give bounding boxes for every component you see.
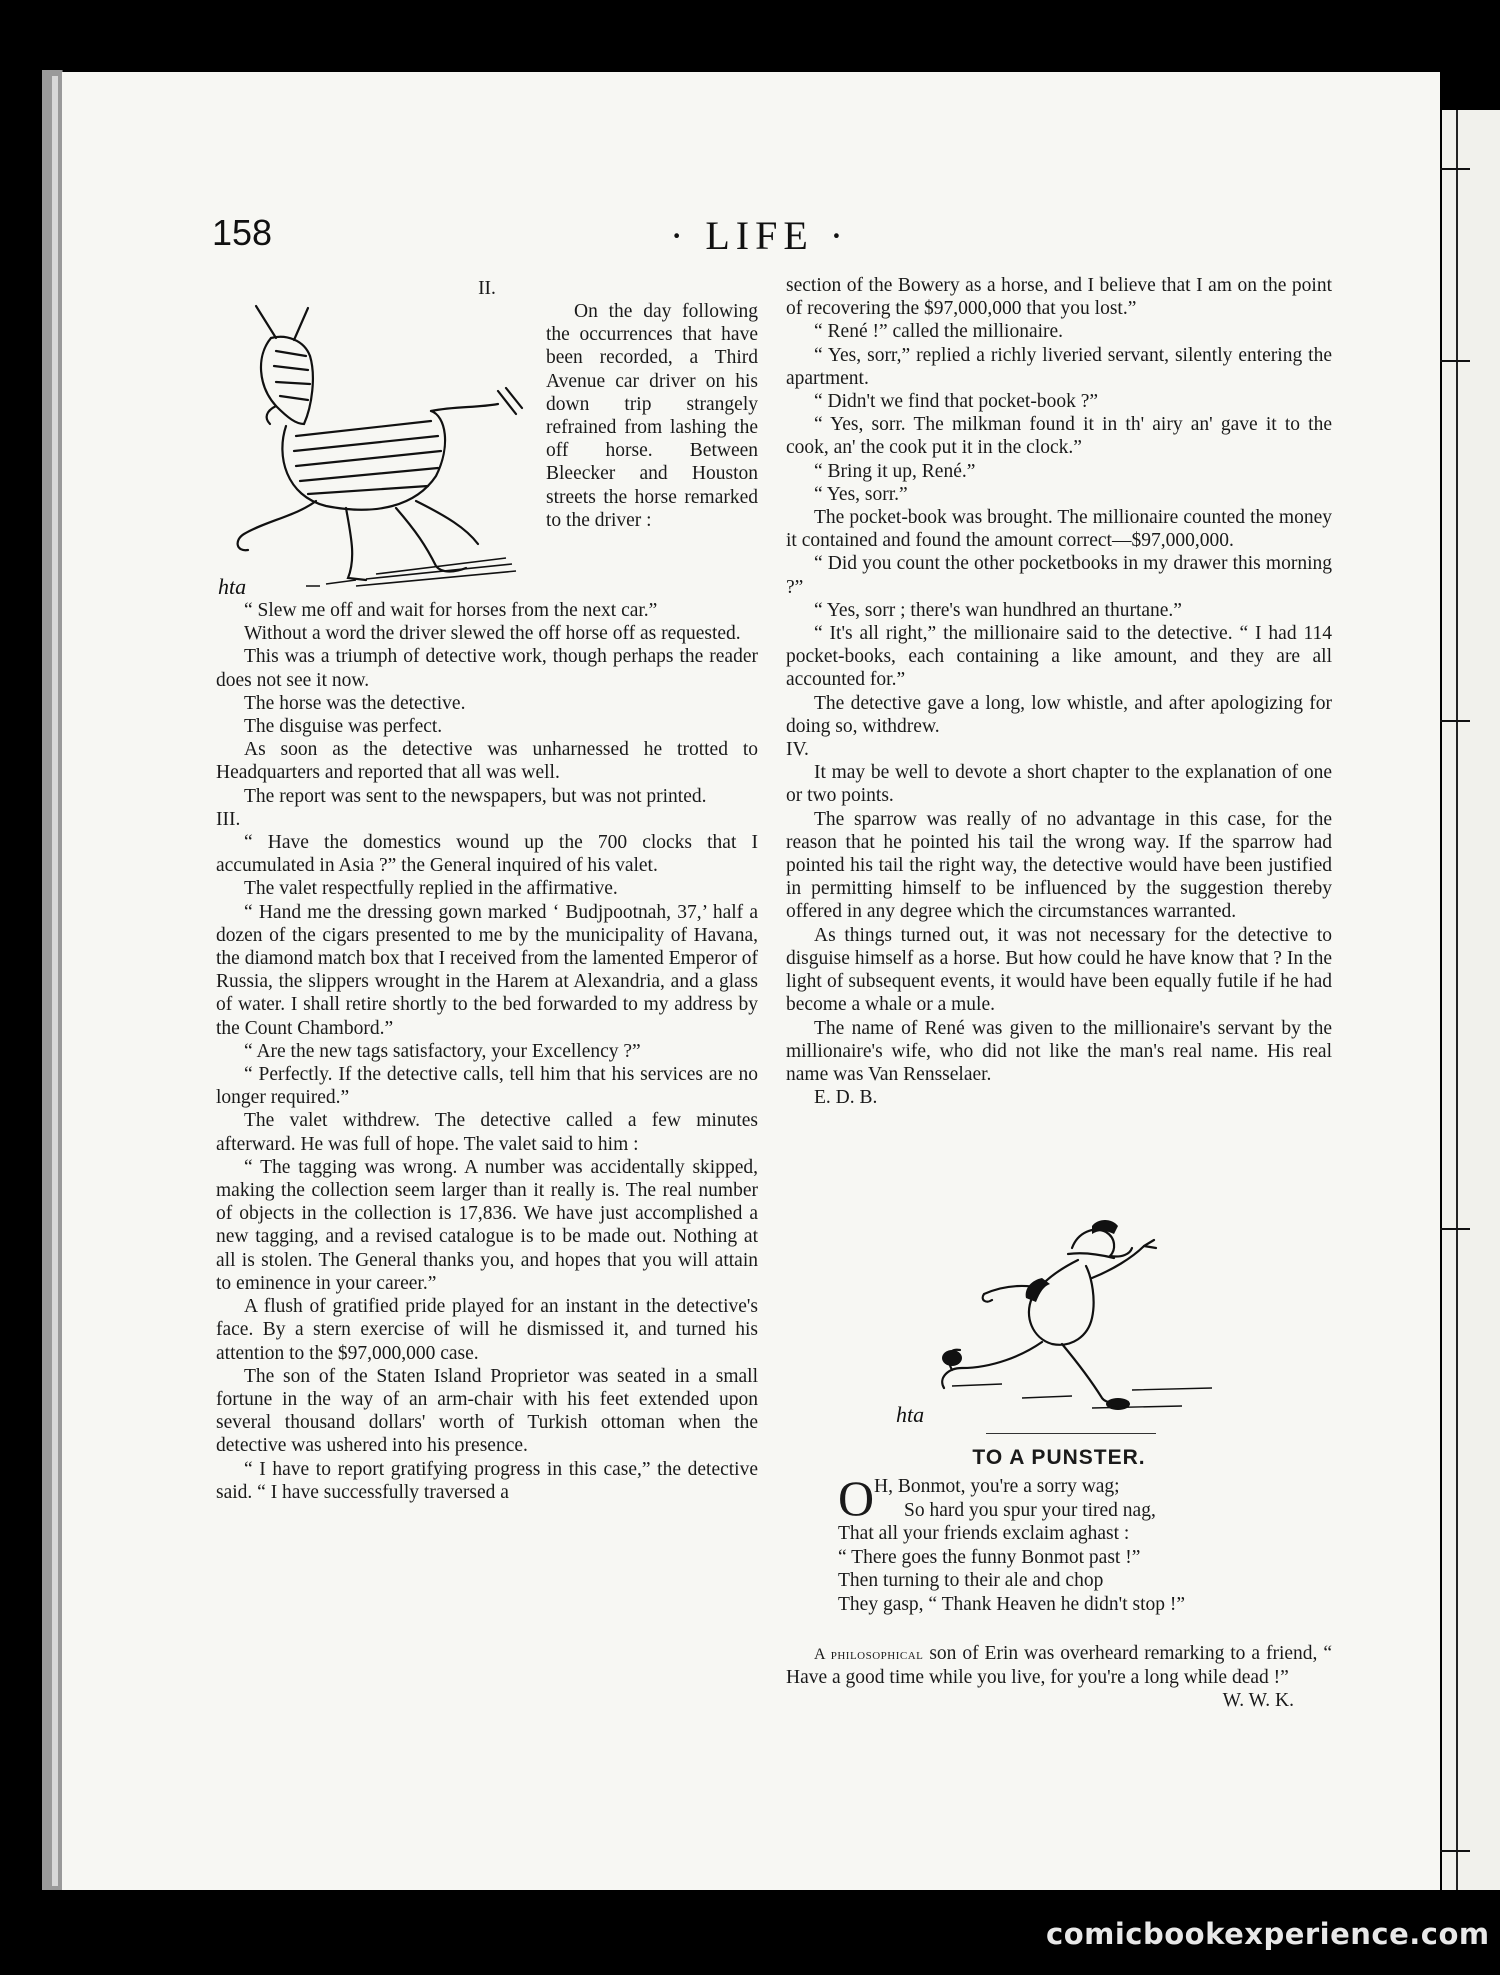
paragraph: section of the Bowery as a horse, and I believe that I am on the point of recovering the $97,000,000 that you lost.” (786, 275, 1332, 320)
paragraph: A flush of gratified pride played for an instant in the detective's face. By a stern exercise of will he dismissed it, and turned his attention to the $97,000,000 case. (216, 1296, 758, 1364)
paragraph: “ Slew me off and wait for horses from the next car.” (244, 600, 658, 621)
horse-illustration (216, 296, 542, 598)
paragraph: The son of the Staten Island Proprietor was seated in a small fortune in the way of an arm-chair with his feet extended upon several thousand dollars' worth of Turkish ottoman when the detective was ushered into his presence. (216, 1365, 758, 1457)
left-column (216, 599, 758, 1504)
paragraph: As soon as the detective was unharnessed he trotted to Headquarters and reported that all was well. (216, 739, 758, 784)
section-heading-4: IV. (786, 739, 809, 761)
poem-line: “ There goes the funny Bonmot past !” (838, 1546, 1141, 1568)
intro-paragraph (546, 300, 758, 532)
svg-text:hta: hta (896, 1402, 925, 1426)
page-number: 158 (212, 212, 273, 253)
poem-line: Then turning to their ale and chop (838, 1570, 1104, 1591)
signature-wwk: W. W. K. (1222, 1690, 1294, 1712)
page-tick (1440, 1850, 1470, 1852)
paragraph: “ Hand me the dressing gown marked ‘ Budjpootnah, 37,’ half a dozen of the cigars presented to me by the municipality of Havana, the diamond match box that I received from the lamented Emperor of Russia, the slippers wrought in the Harem at Alexandria, and a glass of water. I shall retire shortly to the bed forwarded to my address by the Count Chambord.” (216, 901, 759, 1039)
page-tick (1440, 1228, 1470, 1230)
paragraph: It may be well to devote a short chapter to the explanation of one or two points. (786, 762, 1332, 807)
paragraph: The report was sent to the newspapers, but was not printed. (244, 785, 707, 807)
paragraph: The sparrow was really of no advantage in this case, for the reason that he pointed his tail the wrong way. If the sparrow had pointed his tail the right way, the detective would have been justified in permitting himself to be influenced by the suggestion thereby offered in any degree which the circumstances warranted. (786, 808, 1332, 923)
paragraph: Without a word the driver slewed the off horse off as requested. (244, 623, 741, 645)
paragraph: As things turned out, it was not necessary for the detective to disguise himself as a horse. But how could he have know that ? In the light of subsequent events, it would have been equally futile if he had become a whale or a mule. (786, 924, 1332, 1016)
watermark: comicbookexperience.com (1046, 1917, 1490, 1951)
paragraph: The disguise was perfect. (244, 716, 443, 738)
paragraph: The pocket-book was brought. The millionaire counted the money it contained and found the amount correct—$97,000,000. (786, 507, 1332, 552)
right-column (786, 274, 1332, 1109)
section-heading-3: III. (216, 808, 241, 830)
erin-anecdote (786, 1642, 1332, 1713)
paragraph: “ Did you count the other pocketbooks in my drawer this morning ?” (786, 553, 1332, 598)
paragraph: “ It's all right,” the millionaire said to the detective. “ I had 114 pocket-books, each containing a like amount, and they are all accounted for.” (786, 623, 1332, 691)
binding-edge-highlight (52, 76, 58, 1886)
paragraph: The detective gave a long, low whistle, and after apologizing for doing so, withdrew. (786, 692, 1332, 737)
paragraph: The valet withdrew. The detective called a few minutes afterward. He was full of hope. The valet said to him : (216, 1110, 758, 1155)
anecdote-lead: A philosophical (814, 1646, 924, 1663)
paragraph: “ Yes, sorr. The milkman found it in th' airy an' gave it to the cook, an' the cook put it in the clock.” (786, 414, 1332, 459)
poem-rule (986, 1433, 1156, 1434)
paragraph: “ I have to report gratifying progress in this case,” the detective said. “ I have successfully traversed a (216, 1458, 758, 1503)
paragraph: This was a triumph of detective work, though perhaps the reader does not see it now. (216, 646, 758, 691)
page-tick (1440, 720, 1470, 722)
poem-title: TO A PUNSTER. (972, 1446, 1146, 1469)
paragraph: “ Yes, sorr,” replied a richly liveried servant, silently entering the apartment. (786, 344, 1332, 389)
paragraph: The name of René was given to the millionaire's servant by the millionaire's wife, who did not like the man's real name. His real name was Van Rensselaer. (786, 1017, 1332, 1085)
paragraph: “ Yes, sorr.” (814, 483, 908, 505)
page-tick (1440, 360, 1470, 362)
poem-line: That all your friends exclaim aghast : (838, 1523, 1130, 1544)
anecdote-text: son of Erin was overheard remarking to a friend, “ Have a good time while you live, for you're a long while dead !” (786, 1643, 1332, 1689)
paragraph: The horse was the detective. (244, 692, 466, 714)
page-tick (1440, 168, 1470, 170)
poem-line: They gasp, “ Thank Heaven he didn't stop !” (838, 1593, 1186, 1615)
paragraph: “ Are the new tags satisfactory, your Excellency ?” (244, 1040, 641, 1062)
paragraph: “ René !” called the millionaire. (814, 321, 1064, 343)
paragraph: “ Didn't we find that pocket-book ?” (814, 391, 1099, 413)
poem-line: So hard you spur your tired nag, (904, 1499, 1156, 1521)
signature-edb: E. D. B. (814, 1087, 878, 1109)
next-page-edge (1442, 110, 1500, 1890)
paragraph: “ The tagging was wrong. A number was accidentally skipped, making the collection seem larger than it really is. The real number of objects in the collection is 17,836. We have just accomplished a new tagging, and a revised catalogue is to be made out. Nothing at all is stolen. The General thanks you, and hopes that you will attain to eminence in your career.” (216, 1156, 758, 1294)
paragraph: “ Perfectly. If the detective calls, tell him that his services are no longer required.” (216, 1064, 758, 1109)
magazine-title: · LIFE · (670, 213, 850, 258)
poem-line: H, Bonmot, you're a sorry wag; (874, 1476, 1120, 1497)
paragraph: “ Yes, sorr ; there's wan hundhred an thurtane.” (814, 599, 1182, 621)
svg-text:hta: hta (218, 574, 247, 598)
paragraph: “ Bring it up, René.” (814, 460, 976, 482)
running-man-illustration (892, 1218, 1224, 1426)
section-heading-2: II. (478, 278, 496, 299)
paragraph: “ Have the domestics wound up the 700 clocks that I accumulated in Asia ?” the General inquired of his valet. (216, 832, 758, 877)
poem-dropcap: O (838, 1470, 875, 1526)
poem (838, 1470, 1338, 1616)
paragraph: The valet respectfully replied in the affirmative. (244, 878, 618, 900)
intro-text: On the day following the occurrences that have been recorded, a Third Avenue car driver on his down trip strangely refrained from lashing the off horse. Between Bleecker and Houston streets the horse remarked to the driver : (546, 301, 758, 531)
next-page-rule (1456, 110, 1458, 1890)
